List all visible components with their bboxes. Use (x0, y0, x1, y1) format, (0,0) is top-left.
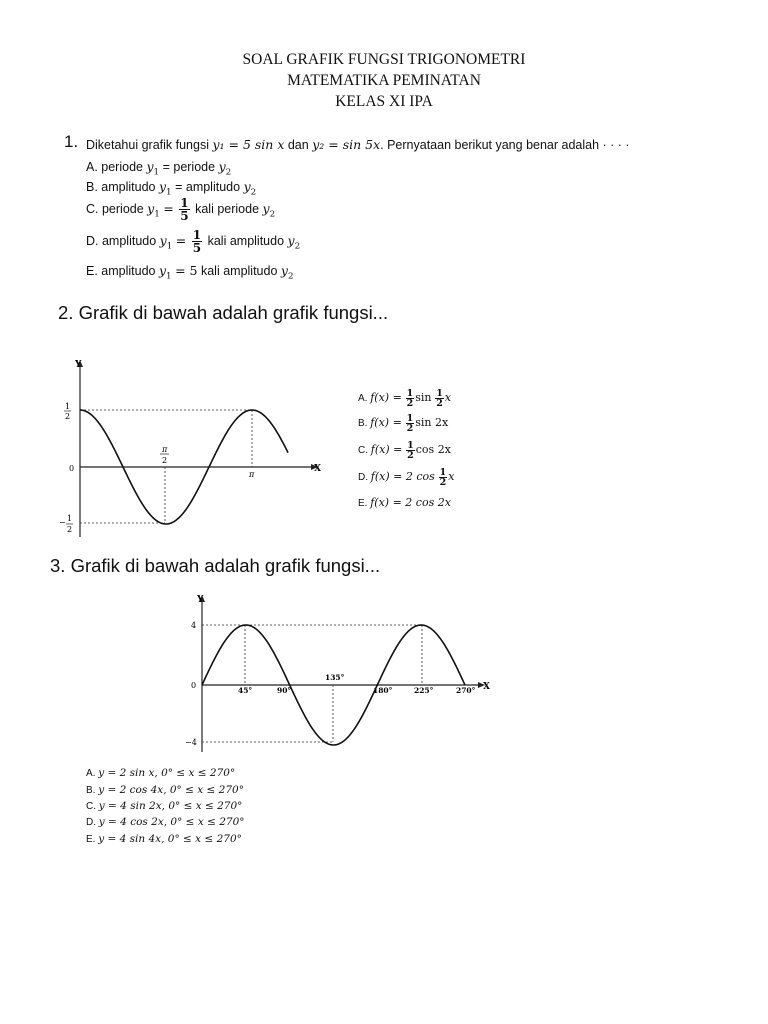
question-2-option-d[interactable]: D. f(x) = 2 cos $\frac{1}{2}$ x (358, 467, 455, 488)
y-tick-4: 4 (191, 621, 197, 630)
question-3-option-c[interactable]: C. y = 4 sin 2x, 0° ≤ x ≤ 270° (86, 800, 243, 812)
question-1-option-b[interactable]: B. amplitudo $y_1$ = amplitudo $y_2$ (86, 179, 257, 198)
title-line-2: MATEMATIKA PEMINATAN (287, 72, 481, 89)
question-2-option-c[interactable]: C. f(x) = $\frac{1}{2}$ cos 2x (358, 440, 451, 461)
y-tick-zero: 0 (69, 464, 75, 473)
question-1-option-c[interactable]: C. periode $y_1$ = $\frac{1}{5}$ kali periode $y_2$ (86, 196, 276, 223)
x-axis-label: X (483, 682, 490, 692)
x-tick-225: 225° (414, 686, 434, 695)
question-3-graph (180, 590, 500, 760)
question-3-option-a[interactable]: A. y = 2 sin x, 0° ≤ x ≤ 270° (86, 767, 236, 779)
question-3-option-e[interactable]: E. y = 4 sin 4x, 0° ≤ x ≤ 270° (86, 833, 242, 845)
question-1-option-d[interactable]: D. amplitudo $y_1$ = $\frac{1}{5}$ kali amplitudo $y_2$ (86, 228, 301, 255)
question-2-option-e[interactable]: E. f(x) = 2 cos 2x (358, 496, 451, 509)
y-tick-bottom-num: 1 (67, 514, 73, 523)
y-axis-label: Y (197, 595, 204, 605)
question-2-heading: 2. Grafik di bawah adalah grafik fungsi... (58, 302, 389, 323)
question-1-number: 1. (64, 132, 79, 151)
y-tick-top-num: 1 (65, 402, 71, 411)
question-3-option-d[interactable]: D. y = 4 cos 2x, 0° ≤ x ≤ 270° (86, 816, 245, 828)
x-tick-45: 45° (238, 686, 253, 695)
fraction-one-fifth: $\frac{1}{5}$ (180, 196, 189, 223)
question-3-option-b[interactable]: B. y = 2 cos 4x, 0° ≤ x ≤ 270° (86, 784, 244, 796)
x-tick-pi: π (249, 470, 255, 479)
question-1-stem: Diketahui grafik fungsi y₁ = 5 sin x dan y₂ = sin 5x. Pernyataan berikut yang benar adalah · · · · (86, 137, 630, 152)
x-tick-mid-den: 2 (162, 456, 168, 465)
y-tick-bottom-den: 2 (67, 525, 73, 534)
question-2-graph (55, 355, 335, 540)
question-2-option-a[interactable]: A. f(x) = $\frac{1}{2}$ sin $\frac{1}{2}$ x (358, 388, 452, 409)
y-tick-minus-4: −4 (185, 738, 197, 747)
question-1-option-a[interactable]: A. periode $y_1$ = periode $y_2$ (86, 159, 232, 178)
x-axis-label: X (314, 464, 321, 474)
x-tick-270: 270° (456, 686, 476, 695)
x-tick-180: 180° (373, 686, 393, 695)
question-3-heading: 3. Grafik di bawah adalah grafik fungsi... (50, 555, 381, 576)
x-tick-135: 135° (325, 673, 345, 682)
y-tick-0: 0 (191, 681, 197, 690)
title-line-3: KELAS XI IPA (335, 93, 433, 110)
title-line-1: SOAL GRAFIK FUNGSI TRIGONOMETRI (242, 51, 526, 68)
x-tick-90: 90° (277, 686, 292, 695)
y-tick-top-den: 2 (65, 412, 71, 421)
question-1-option-e[interactable]: E. amplitudo $y_1 = 5$ kali amplitudo $y_2$ (86, 263, 294, 282)
y-axis-label: Y (75, 360, 82, 370)
x-tick-mid-num: π (162, 445, 168, 454)
y-tick-bottom-sign: − (59, 518, 66, 527)
question-2-option-b[interactable]: B. f(x) = $\frac{1}{2}$ sin 2x (358, 413, 449, 434)
fraction-one-fifth: $\frac{1}{5}$ (192, 228, 202, 255)
